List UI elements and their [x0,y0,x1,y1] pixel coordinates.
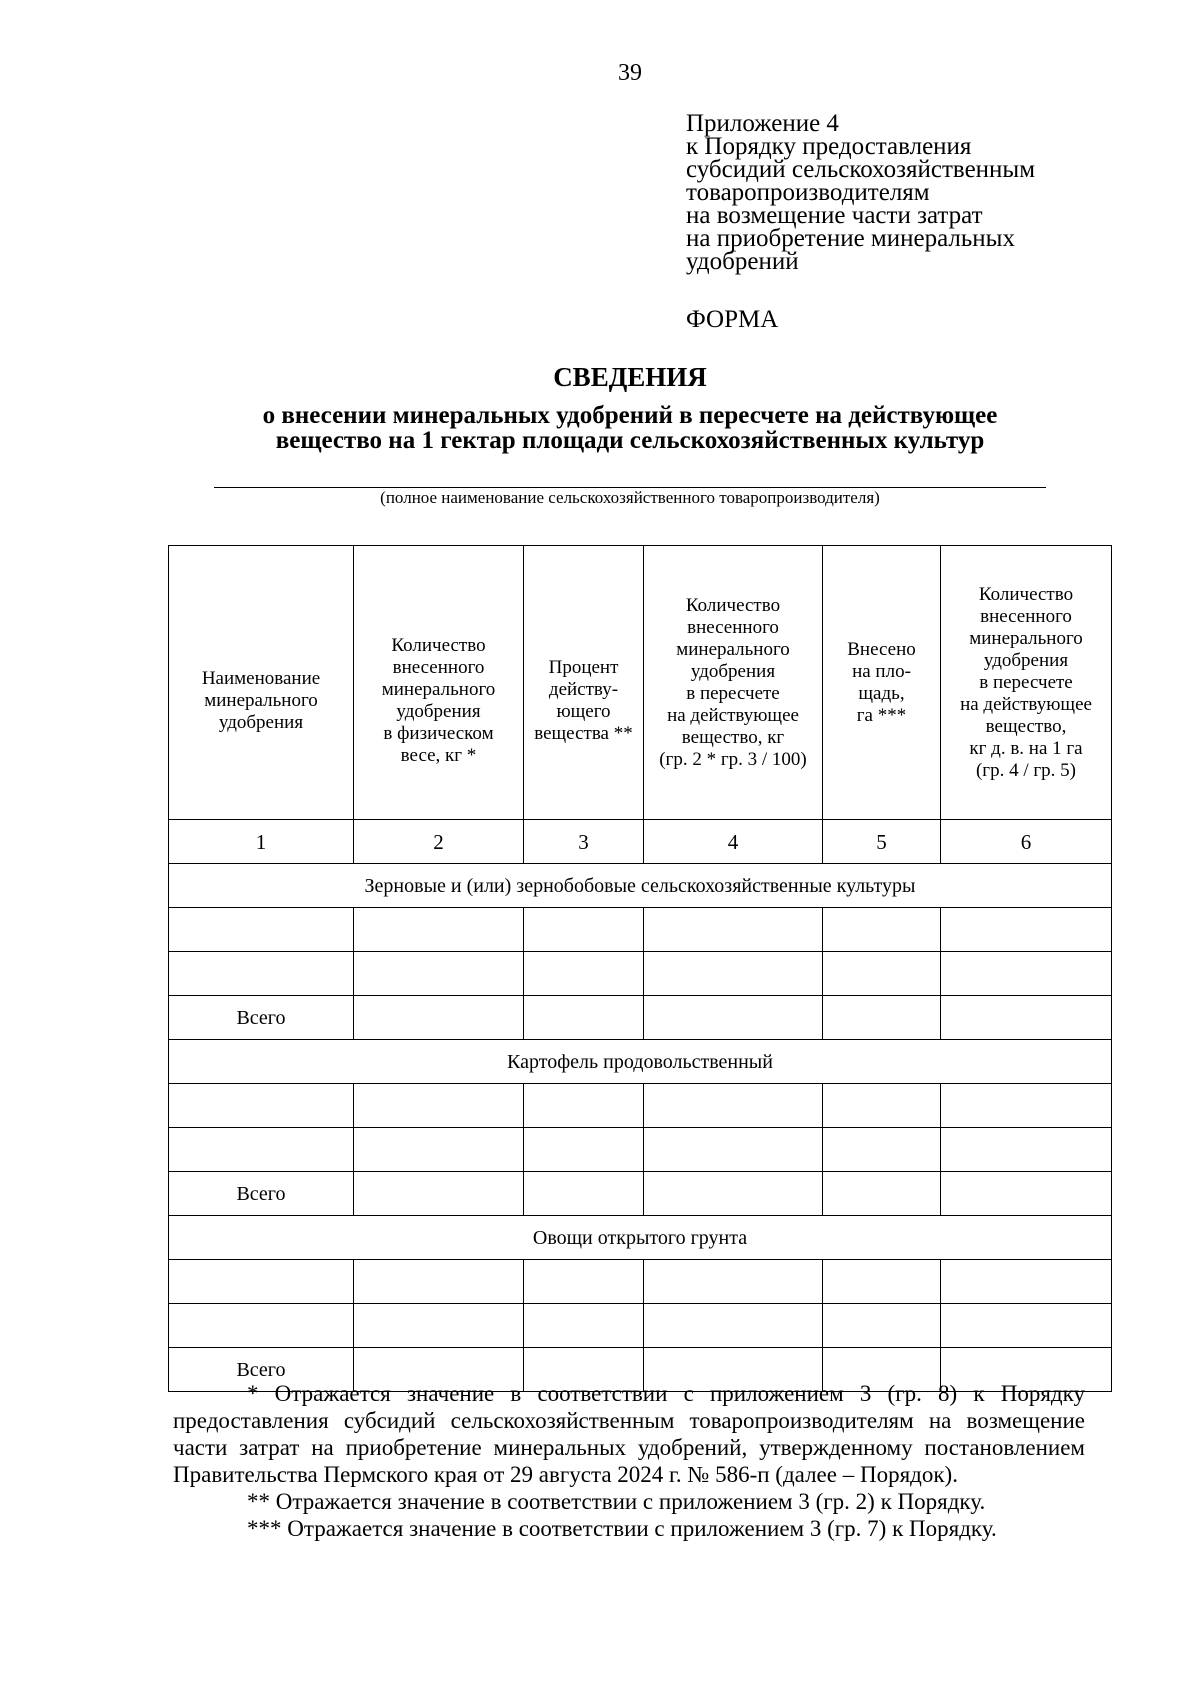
section-title: Зерновые и (или) зернобобовые сельскохозяйственные культуры [169,864,1112,908]
appendix-line: на приобретение минеральных [686,225,1015,252]
appendix-line: к Порядку предоставления [686,133,972,160]
table-cell[interactable] [524,1084,644,1128]
column-number: 5 [823,820,941,864]
column-number: 6 [941,820,1112,864]
document-title: СВЕДЕНИЯ [553,362,707,392]
column-number: 1 [169,820,354,864]
column-number: 4 [644,820,823,864]
subtitle-line: вещество на 1 гектар площади сельскохозяйственных культур [275,427,985,454]
column-number-row [169,820,1112,864]
appendix-line: Приложение 4 [686,110,839,137]
table-cell[interactable] [941,1260,1112,1304]
table-cell[interactable] [823,1084,941,1128]
table-cell[interactable] [169,1260,354,1304]
producer-name-caption: (полное наименование сельскохозяйственного товаропроизводителя) [380,488,880,507]
table-cell[interactable] [524,1304,644,1348]
table-cell[interactable] [823,1260,941,1304]
table-cell[interactable] [524,908,644,952]
total-row [169,996,1112,1040]
footnotes [173,1380,1085,1542]
table-cell[interactable] [644,1260,823,1304]
fertilizer-table [168,545,1112,1392]
table-cell[interactable] [941,1128,1112,1172]
section-title: Картофель продовольственный [169,1040,1112,1084]
footnote-2: ** Отражается значение в соответствии с приложением 3 (гр. 2) к Порядку. [247,1489,986,1514]
table-cell[interactable] [169,908,354,952]
header-cell: Количество внесенного минерального удобрения в пересчете на действующее вещество, кг (гр. 2 * гр. 3 / 100) [644,546,823,820]
header-cell: Процент действу- ющего вещества ** [524,546,644,820]
total-label: Всего [169,996,354,1040]
table-cell[interactable] [354,996,524,1040]
section-title: Овощи открытого грунта [169,1216,1112,1260]
appendix-line: удобрений [686,248,799,275]
table-cell[interactable] [524,1128,644,1172]
table-cell[interactable] [644,1172,823,1216]
total-row [169,1172,1112,1216]
table-row [169,1128,1112,1172]
table-cell[interactable] [354,952,524,996]
table-cell[interactable] [644,908,823,952]
table-cell[interactable] [169,1304,354,1348]
table-cell[interactable] [823,996,941,1040]
header-cell: Внесено на пло- щадь, га *** [823,546,941,820]
table-cell[interactable] [941,1304,1112,1348]
footnote-1: * Отражается значение в соответствии с приложением 3 (гр. 8) к Порядку предоставления субсидий сельскохозяйственным товаропроизводителям на возмещение части затрат на приобретение минеральных удобрений, утвержденному постановлением Правительства Пермского края от 29 августа 2024 г. № 586-п (далее – Порядок). [173,1381,1085,1487]
page-number: 39 [618,60,642,86]
subtitle-line: о внесении минеральных удобрений в пересчете на действующее [262,402,998,429]
table-cell[interactable] [354,1128,524,1172]
table-cell[interactable] [823,1172,941,1216]
header-cell: Количество внесенного минерального удобрения в пересчете на действующее вещество, кг д. в. на 1 га (гр. 4 / гр. 5) [941,546,1112,820]
table-cell[interactable] [941,996,1112,1040]
section-row-vegetables [169,1216,1112,1260]
appendix-line: товаропроизводителям [686,179,930,206]
header-row [169,546,1112,820]
header-cell: Наименование минерального удобрения [169,546,354,820]
table-cell[interactable] [644,1304,823,1348]
table-cell[interactable] [644,996,823,1040]
table-cell[interactable] [941,908,1112,952]
appendix-line: на возмещение части затрат [686,202,983,229]
table-row [169,908,1112,952]
table-cell[interactable] [941,1084,1112,1128]
table-cell[interactable] [169,1128,354,1172]
table-cell[interactable] [169,1084,354,1128]
total-label: Всего [169,1348,354,1392]
table-cell[interactable] [524,996,644,1040]
table-cell[interactable] [644,1084,823,1128]
section-row-potato [169,1040,1112,1084]
document-subtitle [200,403,1060,453]
table-cell[interactable] [524,1260,644,1304]
table-cell[interactable] [941,1172,1112,1216]
appendix-block [686,112,1035,273]
table-cell[interactable] [823,1304,941,1348]
footnote-3: *** Отражается значение в соответствии с приложением 3 (гр. 7) к Порядку. [247,1516,997,1541]
table-row [169,1084,1112,1128]
section-row-grain [169,864,1112,908]
table-cell[interactable] [354,1172,524,1216]
table-cell[interactable] [941,952,1112,996]
column-number: 3 [524,820,644,864]
table-cell[interactable] [354,1304,524,1348]
table-cell[interactable] [644,952,823,996]
table-cell[interactable] [644,1128,823,1172]
table-cell[interactable] [354,1084,524,1128]
column-number: 2 [354,820,524,864]
appendix-line: субсидий сельскохозяйственным [686,156,1036,183]
form-label: ФОРМА [686,306,779,333]
table-row [169,1304,1112,1348]
table-cell[interactable] [823,952,941,996]
table-row [169,952,1112,996]
table-cell[interactable] [354,908,524,952]
table-row [169,1260,1112,1304]
table-cell[interactable] [524,952,644,996]
table-cell[interactable] [823,908,941,952]
total-label: Всего [169,1172,354,1216]
table-cell[interactable] [169,952,354,996]
table-cell[interactable] [524,1172,644,1216]
header-cell: Количество внесенного минерального удобрения в физическом весе, кг * [354,546,524,820]
table-cell[interactable] [823,1128,941,1172]
table-cell[interactable] [354,1260,524,1304]
